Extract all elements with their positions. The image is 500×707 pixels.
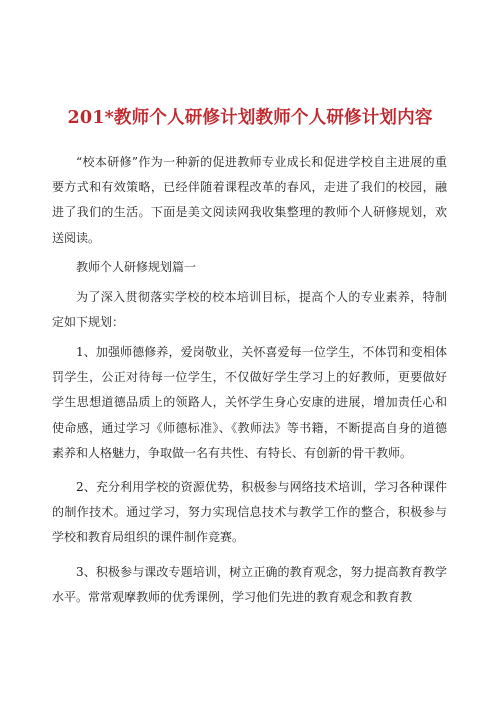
intro-paragraph: “校本研修”作为一种新的促进教师专业成长和促进学校自主进展的重要方式和有效策略，已经伴随着课程改革的春风，走进了我们的校园，融进了我们的生活。下面是美文阅读网我收集整理的教师个人研修规划，欢送阅读。 [52,155,447,245]
plan-item-1: 1、加强师德修养，爱岗敬业，关怀喜爱每一位学生，不体罚和变相体罚学生，公正对待每一位学生，不仅做好学生学习上的好教师，更要做好学生思想道德品质上的领路人，关怀学生身心安康的进展，增加责任心和使命感，通过学习《师德标准》、《教师法》等书籍，不断提高自身的道德素养和人格魅力，争取做一名有共性、有特长、有创新的骨干教师。 [52,344,447,460]
plan-item-3: 3、积极参与课改专题培训，树立正确的教育观念，努力提高教育教学水平。常常观摩教师的优秀课例，学习他们先进的教育观念和教育教 [52,564,447,604]
section-heading: 教师个人研修规划篇一 [76,260,197,275]
plan-item-2: 2、充分利用学校的资源优势，积极参与网络技术培训，学习各种课件的制作技术。通过学习，努力实现信息技术与教学工作的整合，积极参与学校和教育局组织的课件制作竞赛。 [52,479,447,545]
purpose-paragraph: 为了深入贯彻落实学校的校本培训目标，提高个人的专业素养，特制定如下规划： [52,290,447,330]
document-body [52,150,447,614]
document-title: 201*教师个人研修计划教师个人研修计划内容 [67,108,433,128]
